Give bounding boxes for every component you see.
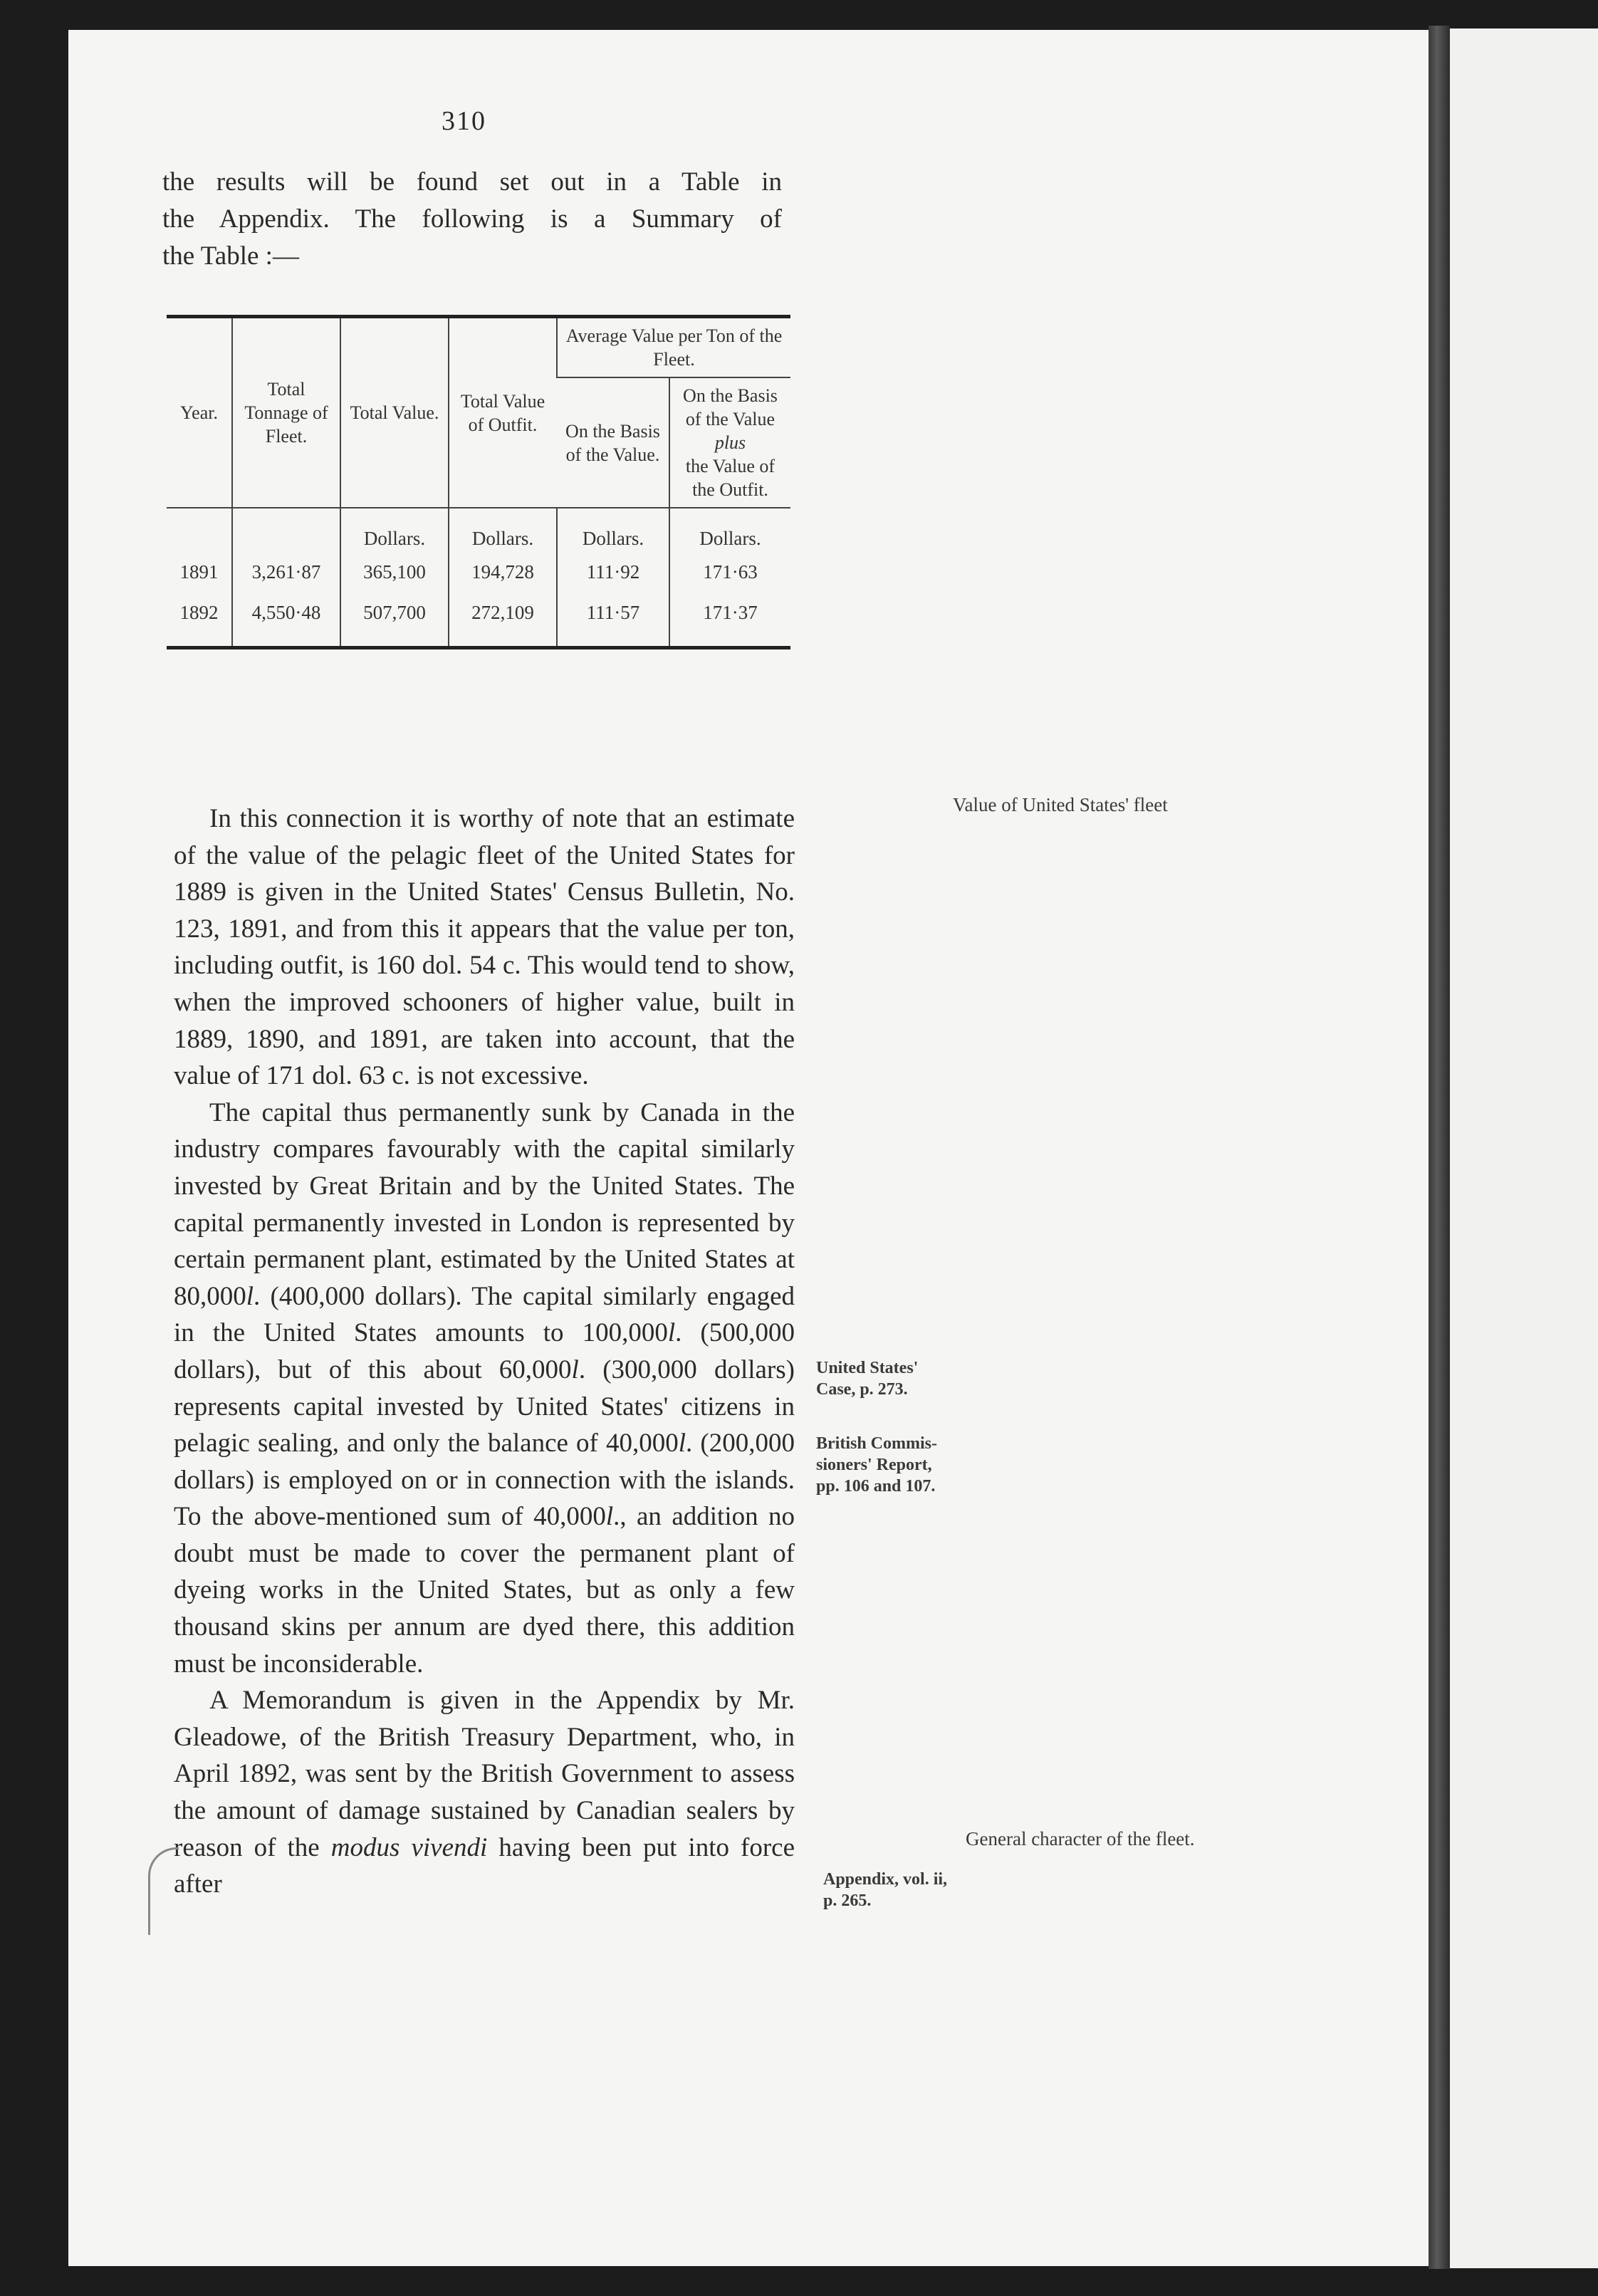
margin-note-british-report: British Commis- sioners' Report, pp. 106 and 107. xyxy=(816,1434,937,1496)
header-basis-plus-em: plus xyxy=(714,432,746,453)
intro-line: the Appendix. The following is a Summary of xyxy=(162,204,782,234)
header-average-group: Average Value per Ton of the Fleet. xyxy=(557,317,790,378)
cell-outfit: 194,728 xyxy=(449,553,557,594)
paragraph-fleet-estimate: In this connection it is worthy of note that an estimate of the value of the pelagic fleet of the United States for 1889 is given in the United States' Census Bulletin, No. 123, 1891, and from this it appears that the value per ton, including outfit, is 160 dol. 54 c. This would tend to show, when the improved schooners of higher value, built in 1889, 1890, and 1891, are taken into account, that the value of 171 dol. 63 c. is not excessive. xyxy=(174,804,795,1091)
modus-vivendi-term: modus vivendi xyxy=(330,1832,488,1862)
paragraph-capital: The capital thus permanently sunk by Canada in the industry compares favourably with the capital similarly invested by Great Britain and by the United States. The capital permanently invested in London is represented by certain permanent plant, estimated by the United States at 80,000l. (400,000 dollars). The capital similarly engaged in the United States amounts to 100,000l. (500,000 dollars), but of this about 60,000l. (300,000 dollars) represents capital invested by United States' citizens in pelagic sealing, and only the balance of 40,000l. (200,000 dollars) is employed on or in connection with the islands. To the above-mentioned sum of 40,000l., an addition no doubt must be made to cover the permanent plant of dyeing works in the United States, but as only a few thousand skins per annum are dyed there, this addition must be inconsiderable. xyxy=(174,1097,795,1679)
intro-line: the Table :— xyxy=(162,241,299,271)
cell-avg-plus: 171·37 xyxy=(669,594,790,648)
cell-value: 507,700 xyxy=(340,594,449,648)
fleet-summary-table xyxy=(167,315,790,649)
body-text xyxy=(174,800,795,1903)
header-basis-value: On the Basis of the Value. xyxy=(557,377,669,508)
margin-note-us-case: United States' Case, p. 273. xyxy=(816,1359,919,1399)
header-basis-plus-part: the Value of the Outfit. xyxy=(685,456,776,500)
header-basis-plus xyxy=(669,377,790,508)
unit-label: Dollars. xyxy=(557,508,669,553)
cell-year: 1891 xyxy=(179,561,219,583)
header-year: Year. xyxy=(167,317,232,508)
paragraph-memorandum: A Memorandum is given in the Appendix by Mr. Gleadowe, of the British Treasury Department, who, in April 1892, was sent by the British Government to assess the amount of damage sustained by Canadian sealers by reason of the modus vivendi having been put into force after xyxy=(174,1686,795,1899)
intro-line: the results will be found set out in a Table in xyxy=(162,167,782,197)
cell-avg-plus: 171·63 xyxy=(669,553,790,594)
facing-page-edge xyxy=(1450,28,1598,2268)
margin-note-fleet-value: Value of United States' fleet xyxy=(953,794,1168,815)
margin-note-appendix: Appendix, vol. ii, p. 265. xyxy=(823,1870,948,1910)
page-number: 310 xyxy=(442,106,486,136)
header-basis-plus-part: On the Basis of the Value xyxy=(683,385,778,429)
cell-tonnage: 3,261·87 xyxy=(232,553,340,594)
intro-paragraph xyxy=(162,164,782,275)
table-header-row xyxy=(167,317,790,378)
header-value: Total Value. xyxy=(340,317,449,508)
cell-outfit: 272,109 xyxy=(449,594,557,648)
cell-avg-value: 111·57 xyxy=(557,594,669,648)
margin-note-general-character: General character of the fleet. xyxy=(966,1828,1195,1849)
unit-label: Dollars. xyxy=(669,508,790,553)
header-tonnage: Total Tonnage of Fleet. xyxy=(232,317,340,508)
table-row xyxy=(167,594,790,648)
margin-bracket-mark xyxy=(148,1847,179,1935)
book-spine xyxy=(1429,26,1450,2269)
unit-label: Dollars. xyxy=(340,508,449,553)
cell-value: 365,100 xyxy=(340,553,449,594)
header-outfit: Total Value of Outfit. xyxy=(449,317,557,508)
unit-label: Dollars. xyxy=(449,508,557,553)
cell-avg-value: 111·92 xyxy=(557,553,669,594)
table-units-row xyxy=(167,508,790,553)
cell-tonnage: 4,550·48 xyxy=(232,594,340,648)
table-row xyxy=(167,553,790,594)
cell-year: 1892 xyxy=(179,602,219,623)
